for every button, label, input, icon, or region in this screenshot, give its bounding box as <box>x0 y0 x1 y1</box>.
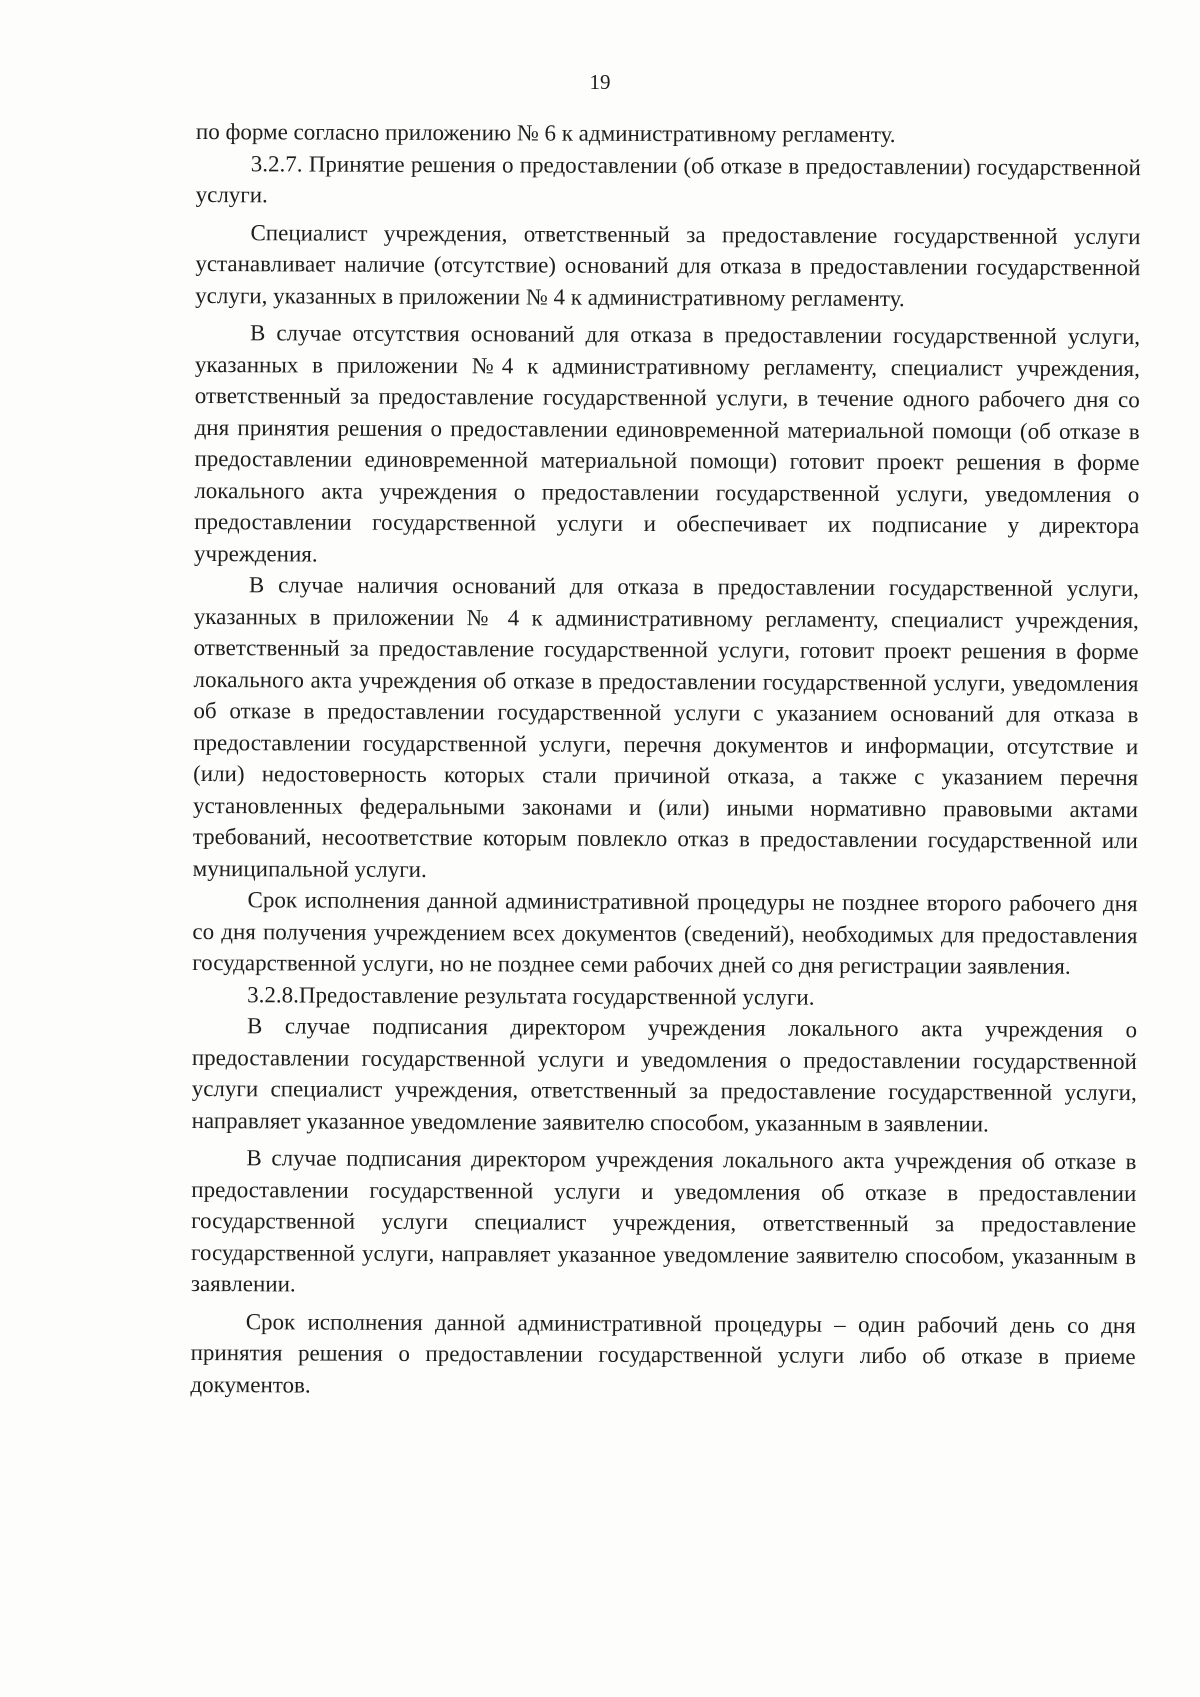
paragraph-refusal-notification: В случае подписания директором учреждения локального акта учреждения об отказе в предоставлении государственной услуги и уведомления об отказе в предоставлении государственной услуги специалист учреждения, ответственный за предоставление государственной услуги, направляет указанное уведомление заявителю способом, указанным в заявлении. <box>190 1145 1137 1297</box>
section-heading-3-2-8: 3.2.8.Предоставление результата государственной услуги. <box>247 981 815 1010</box>
paragraph-no-grounds-for-refusal: В случае отсутствия оснований для отказа в предоставлении государственной услуги, указанных в приложении №4 к административному регламенту, специалист учреждения, ответственный за предоставление государственной услуги, в течение одного рабочего дня со дня принятия решения о предоставлении единовременной материальной помощи (об отказе в предоставлении единовременной материальной помощи) готовит проект решения в форме локального акта учреждения о предоставлении государственной услуги, уведомления о предоставлении государственной услуги и обеспечивает их подписание у директора учреждения. <box>194 320 1141 567</box>
paragraph-final-deadline: Срок исполнения данной административной процедуры – один рабочий день со дня принятия решения о предоставлении государственной услуги либо об отказе в приеме документов. <box>190 1308 1136 1398</box>
page-number: 19 <box>589 70 611 94</box>
paragraph-specialist-check: Специалист учреждения, ответственный за предоставление государственной услуги устанавливает наличие (отсутствие) оснований для отказа в предоставлении государственной услуги, указанных в приложении № 4 к административному регламенту. <box>195 219 1141 311</box>
document-body <box>190 116 1141 1404</box>
paragraph-grounds-for-refusal: В случае наличия оснований для отказа в предоставлении государственной услуги, указанных в приложении № 4 к административному регламенту, специалист учреждения, ответственный за предоставление государственной услуги, готовит проект решения в форме локального акта учреждения об отказе в предоставлении государственной услуги, уведомления об отказе в предоставлении государственной услуги с указанием оснований для отказа в предоставлении государственной услуги, перечня документов и информации, отсутствие и (или) недостоверность которых стали причиной отказа, а также с указанием перечня установленных федеральными законами и (или) иными нормативно правовыми актами требований, несоответствие которым повлекло отказ в предоставлении государственной или муниципальной услуги. <box>192 572 1140 882</box>
paragraph-approval-notification: В случае подписания директором учреждения локального акта учреждения о предоставлении государственной услуги и уведомления о предоставлении государственной услуги специалист учреждения, ответственный за предоставление государственной услуги, направляет указанное уведомление заявителю способом, указанным в заявлении. <box>191 1013 1138 1136</box>
section-heading-3-2-7: 3.2.7. Принятие решения о предоставлении (об отказе в предоставлении) государственной услуги. <box>195 150 1141 208</box>
paragraph-procedure-deadline: Срок исполнения данной административной процедуры не позднее второго рабочего дня со дня получения учреждением всех документов (сведений), необходимых для предоставления государственной услуги, но не позднее семи рабочих дней со дня регистрации заявления. <box>192 887 1138 979</box>
paragraph-continuation: по форме согласно приложению № 6 к административному регламенту. <box>195 118 896 148</box>
